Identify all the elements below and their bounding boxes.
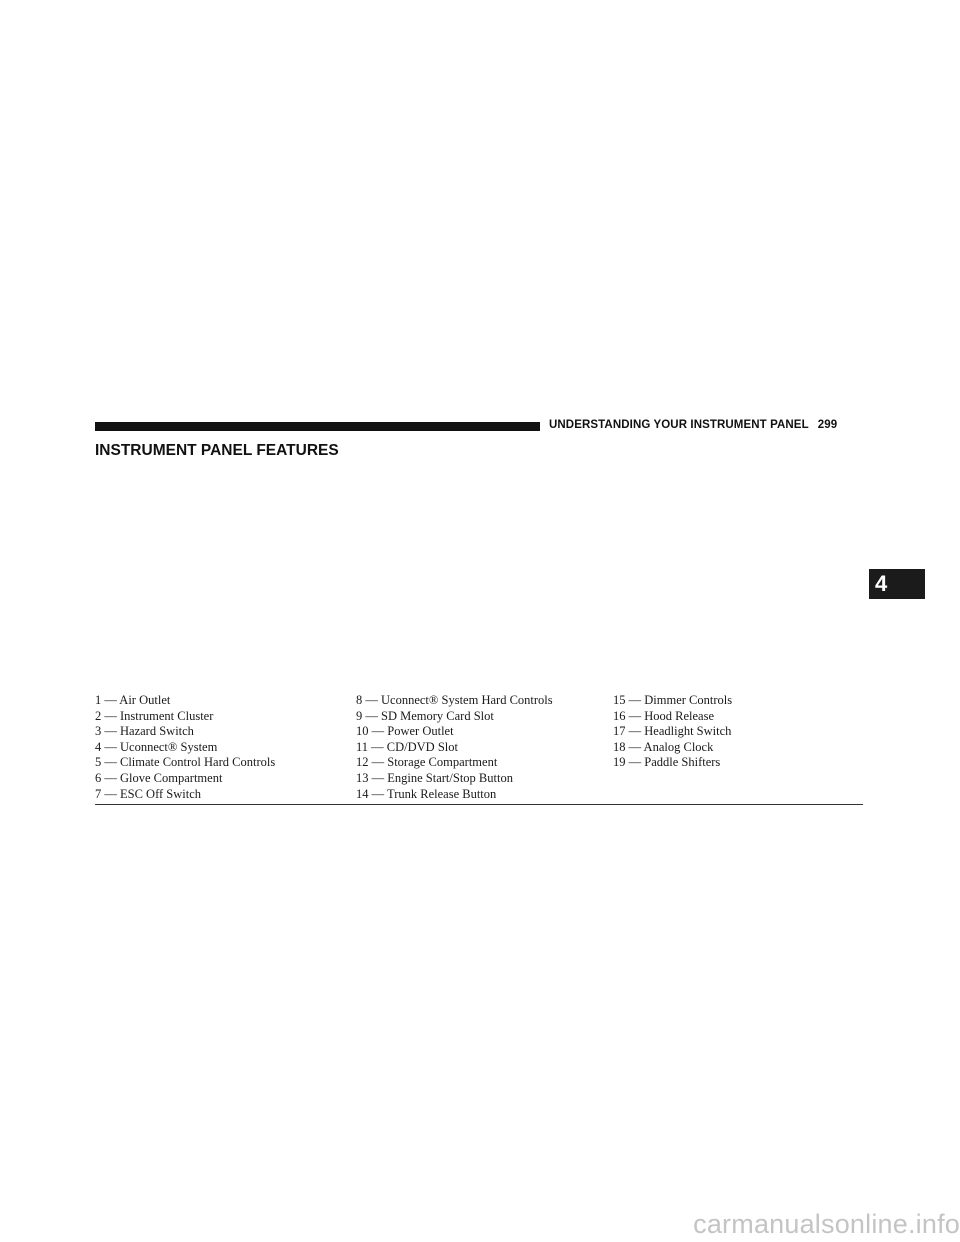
legend-item: 10 — Power Outlet bbox=[356, 724, 454, 739]
running-head bbox=[549, 419, 837, 431]
running-head-title: UNDERSTANDING YOUR INSTRUMENT PANEL bbox=[549, 419, 809, 431]
legend-column-1 bbox=[95, 693, 275, 802]
legend-item: 9 — SD Memory Card Slot bbox=[356, 708, 494, 723]
legend-item: 4 — Uconnect® System bbox=[95, 739, 218, 754]
watermark: carmanualsonline.info bbox=[693, 1209, 960, 1239]
header-rule bbox=[95, 422, 540, 431]
legend-item: 8 — Uconnect® System Hard Controls bbox=[356, 693, 553, 707]
legend-item: 6 — Glove Compartment bbox=[95, 770, 223, 785]
legend-item: 7 — ESC Off Switch bbox=[95, 786, 202, 801]
legend-item: 1 — Air Outlet bbox=[95, 693, 171, 707]
legend-item: 14 — Trunk Release Button bbox=[356, 786, 497, 801]
legend-item: 2 — Instrument Cluster bbox=[95, 708, 214, 723]
legend-item: 16 — Hood Release bbox=[613, 708, 715, 723]
chapter-tab: 4 bbox=[869, 569, 925, 599]
legend-item: 13 — Engine Start/Stop Button bbox=[356, 770, 513, 785]
legend-item: 11 — CD/DVD Slot bbox=[356, 739, 458, 754]
legend-column-3 bbox=[613, 693, 732, 771]
legend-item: 15 — Dimmer Controls bbox=[613, 693, 733, 707]
legend-rule bbox=[95, 804, 863, 805]
legend-item: 12 — Storage Compartment bbox=[356, 755, 498, 770]
legend-item: 17 — Headlight Switch bbox=[613, 724, 732, 739]
section-title: INSTRUMENT PANEL FEATURES bbox=[95, 442, 339, 459]
legend-item: 18 — Analog Clock bbox=[613, 739, 714, 754]
legend-item: 5 — Climate Control Hard Controls bbox=[95, 755, 276, 770]
legend-item: 19 — Paddle Shifters bbox=[613, 755, 721, 770]
page-number: 299 bbox=[817, 419, 838, 431]
legend-column-2 bbox=[356, 693, 553, 802]
legend-item: 3 — Hazard Switch bbox=[95, 724, 194, 739]
